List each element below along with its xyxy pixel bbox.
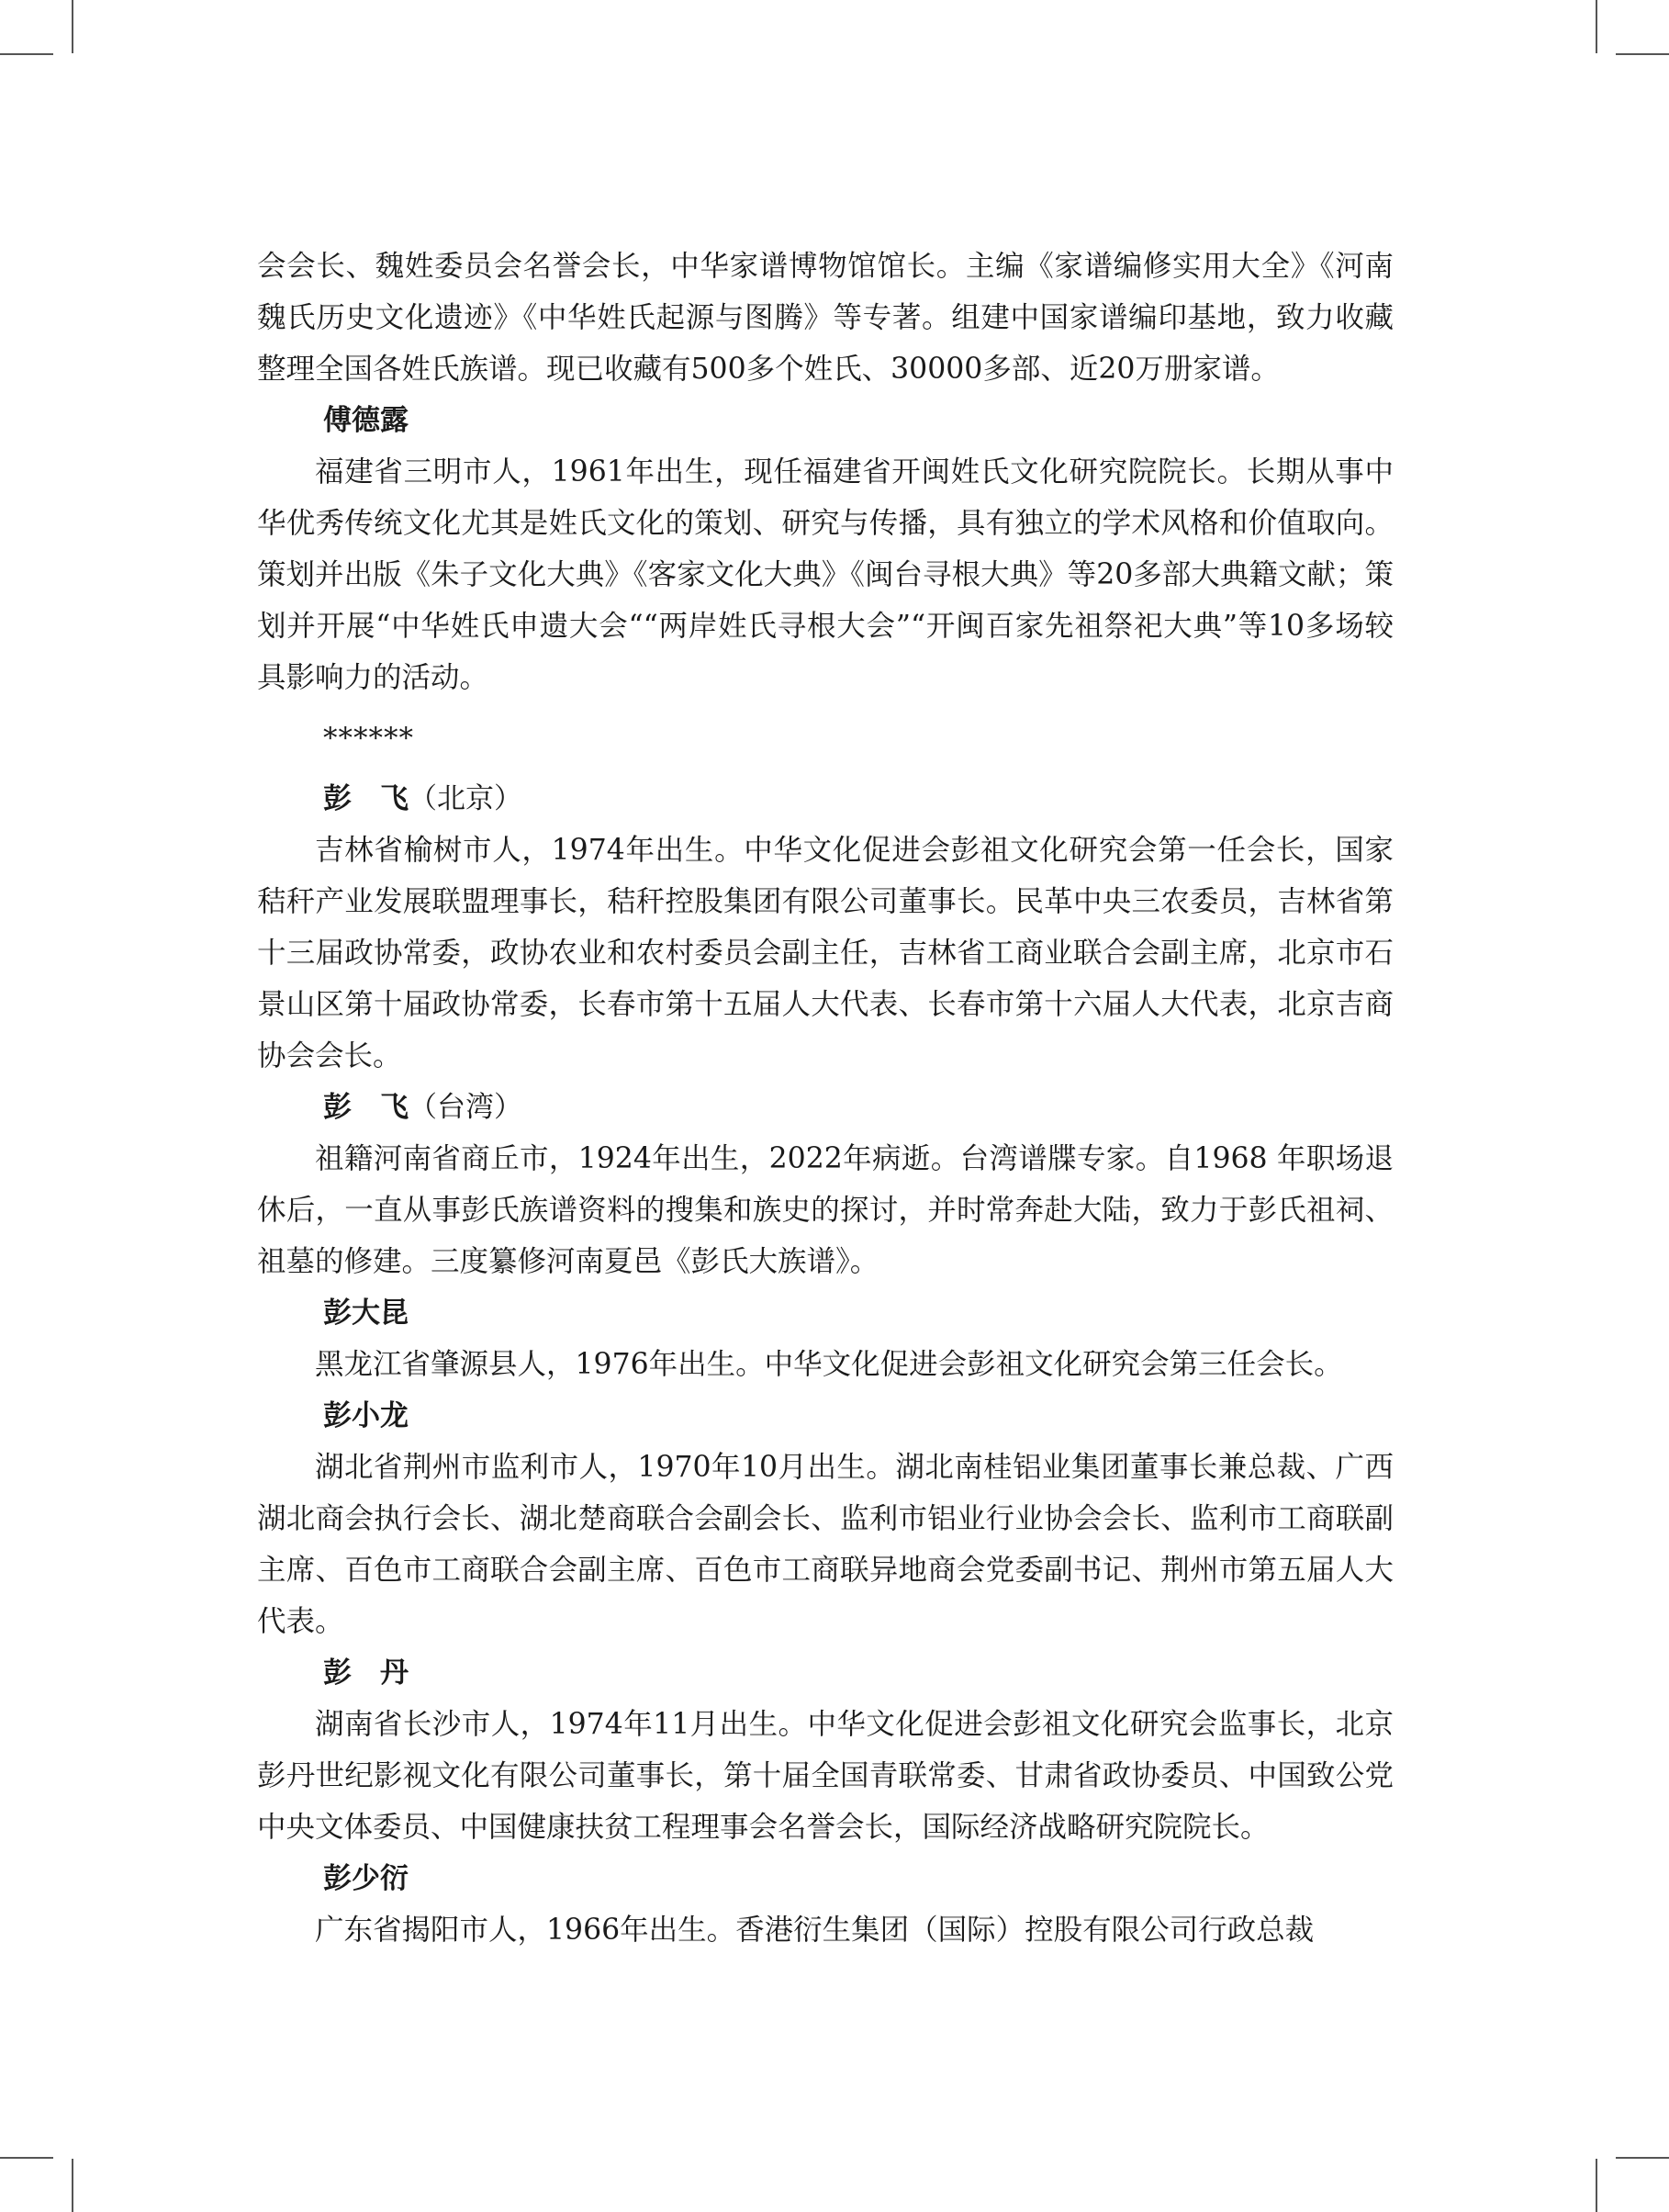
entry-name-peng-xiaolong: 彭小龙 xyxy=(323,1399,409,1432)
entry-name-text: 彭 飞 xyxy=(323,782,409,815)
crop-mark xyxy=(0,53,53,55)
entry-name-peng-fei-taiwan xyxy=(257,1082,1394,1133)
entry-bio-peng-fei-taiwan: 祖籍河南省商丘市，1924年出生，2022年病逝。台湾谱牒专家。自1968 年职场退休后，一直从事彭氏族谱资料的搜集和族史的探讨，并时常奔赴大陆，致力于彭氏祖祠、祖墓的修建。三度纂修河南夏邑《彭氏大族谱》。 xyxy=(257,1142,1394,1278)
entry-bio-peng-xiaolong: 湖北省荆州市监利市人，1970年10月出生。湖北南桂铝业集团董事长兼总裁、广西湖北商会执行会长、湖北楚商联合会副会长、监利市铝业行业协会会长、监利市工商联副主席、百色市工商联合会副主席、百色市工商联异地商会党委副书记、荆州市第五届人大代表。 xyxy=(257,1451,1394,1638)
crop-mark xyxy=(72,2159,73,2212)
entry-name-text: 彭 飞 xyxy=(323,1091,409,1124)
entry-bio-peng-dakun: 黑龙江省肇源县人，1976年出生。中华文化促进会彭祖文化研究会第三任会长。 xyxy=(315,1348,1343,1381)
entry-name-place: （北京） xyxy=(409,782,522,815)
entry-name-peng-fei-beijing xyxy=(257,773,1394,825)
crop-mark xyxy=(1596,2159,1597,2212)
paragraph-intro-continued: 会会长、魏姓委员会名誉会长，中华家谱博物馆馆长。主编《家谱编修实用大全》《河南魏氏历史文化遗迹》《中华姓氏起源与图腾》等专著。组建中国家谱编印基地，致力收藏整理全国各姓氏族谱。现已收藏有500多个姓氏、30000多部、近20万册家谱。 xyxy=(257,250,1394,386)
entry-name-peng-shaoyan: 彭少衍 xyxy=(323,1862,409,1895)
entry-bio-fu-delu: 福建省三明市人，1961年出生，现任福建省开闽姓氏文化研究院院长。长期从事中华优秀传统文化尤其是姓氏文化的策划、研究与传播，具有独立的学术风格和价值取向。策划并出版《朱子文化大典》《客家文化大典》《闽台寻根大典》等20多部大典籍文献；策划并开展“中华姓氏申遗大会““两岸姓氏寻根大会”“开闽百家先祖祭祀大典”等10多场较具影响力的活动。 xyxy=(257,455,1394,694)
entry-name-place: （台湾） xyxy=(409,1091,522,1124)
entry-bio-peng-shaoyan: 广东省揭阳市人，1966年出生。香港衍生集团（国际）控股有限公司行政总裁 xyxy=(315,1914,1315,1947)
crop-mark xyxy=(72,0,73,53)
entry-name-peng-dakun: 彭大昆 xyxy=(323,1297,409,1330)
section-separator: ****** xyxy=(323,722,414,755)
entry-bio-peng-fei-beijing: 吉林省榆树市人，1974年出生。中华文化促进会彭祖文化研究会第一任会长，国家秸秆产业发展联盟理事长，秸秆控股集团有限公司董事长。民革中央三农委员，吉林省第十三届政协常委，政协农业和农村委员会副主任，吉林省工商业联合会副主席，北京市石景山区第十届政协常委，长春市第十五届人大代表、长春市第十六届人大代表，北京吉商协会会长。 xyxy=(257,834,1394,1072)
entry-bio-peng-dan: 湖南省长沙市人，1974年11月出生。中华文化促进会彭祖文化研究会监事长，北京彭丹世纪影视文化有限公司董事长，第十届全国青联常委、甘肃省政协委员、中国致公党中央文体委员、中国健康扶贫工程理事会名誉会长，国际经济战略研究院院长。 xyxy=(257,1708,1394,1844)
entry-name-peng-dan: 彭 丹 xyxy=(323,1656,409,1690)
entry-name-fu-delu: 傅德露 xyxy=(323,404,409,437)
crop-mark xyxy=(1616,53,1669,55)
page-body xyxy=(257,241,1394,1956)
crop-mark xyxy=(0,2157,53,2159)
crop-mark xyxy=(1616,2157,1669,2159)
crop-mark xyxy=(1596,0,1597,53)
